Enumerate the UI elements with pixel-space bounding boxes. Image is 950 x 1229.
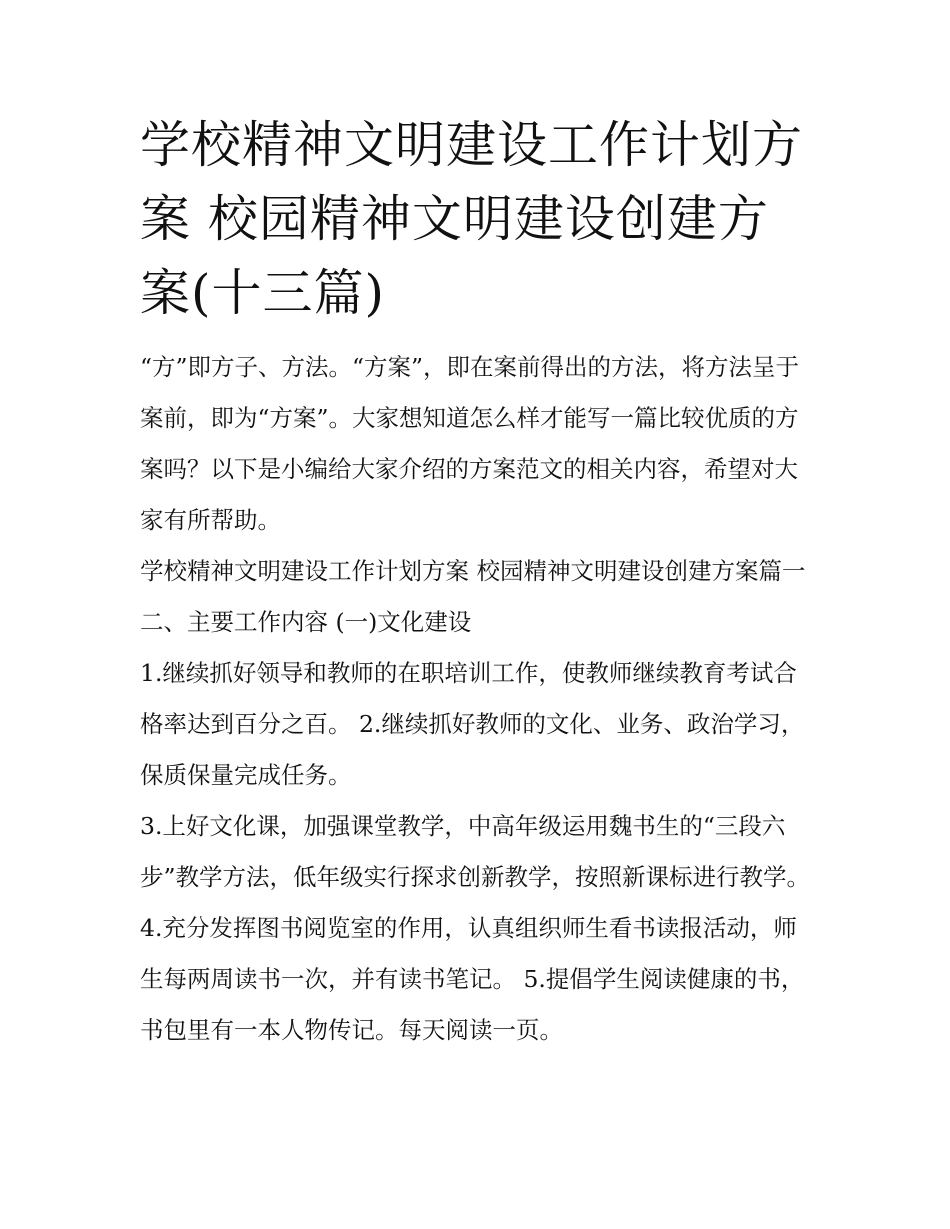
paragraph-intro: “方”即方子、方法。“方案”，即在案前得出的方法，将方法呈于案前，即为“方案”。大家想知道怎么样才能写一篇比较优质的方案吗？以下是小编给大家介绍的方案范文的相关内容，希望对大家有所帮助。 [140, 353, 800, 534]
paragraph-item-1-2: 1.继续抓好领导和教师的在职培训工作，使教师继续教育考试合格率达到百分之百。 2.继续抓好教师的文化、业务、政治学习，保质保量完成任务。 [140, 659, 805, 789]
document-content [140, 108, 810, 1056]
document-body [140, 342, 810, 1056]
paragraph-item-3: 3.上好文化课，加强课堂教学，中高年级运用魏书生的“三段六步”教学方法，低年级实行探求创新教学，按照新课标进行教学。 [140, 812, 811, 891]
paragraph-section-heading: 学校精神文明建设工作计划方案 校园精神文明建设创建方案篇一 二、主要工作内容 (一)文化建设 [140, 557, 806, 636]
document-title: 学校精神文明建设工作计划方案 校园精神文明建设创建方案(十三篇) [140, 116, 803, 322]
paragraph-item-4-5: 4.充分发挥图书阅览室的作用，认真组织师生看书读报活动，师生每两周读书一次，并有读书笔记。 5.提倡学生阅读健康的书，书包里有一本人物传记。每天阅读一页。 [140, 914, 805, 1044]
